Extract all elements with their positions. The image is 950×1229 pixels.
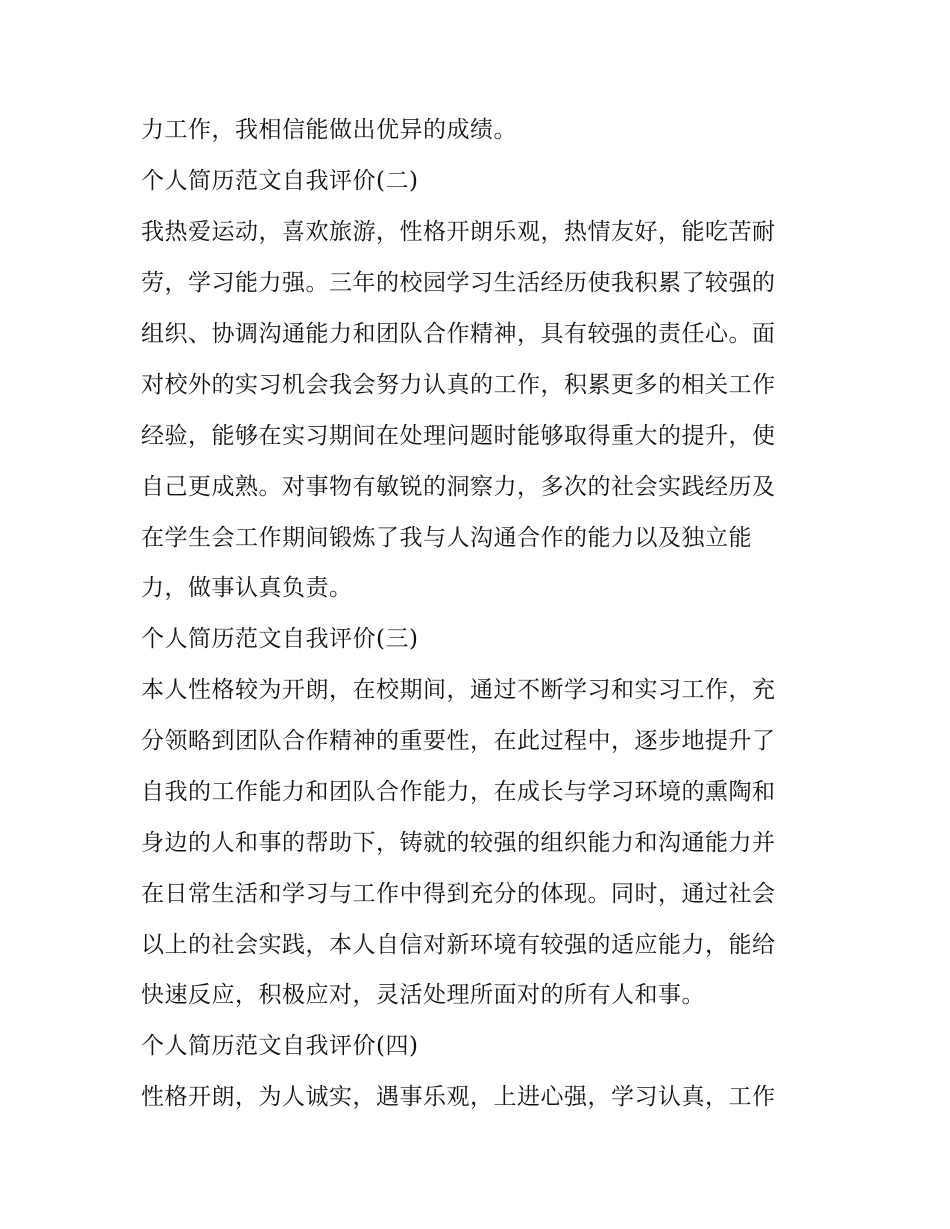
section-heading-4: 个人简历范文自我评价(四) bbox=[141, 1033, 419, 1059]
text-line: 组织、协调沟通能力和团队合作精神，具有较强的责任心。面 bbox=[141, 321, 776, 347]
text-line: 经验，能够在实习期间在处理问题时能够取得重大的提升，使 bbox=[141, 423, 776, 449]
text-line: 劳，学习能力强。三年的校园学习生活经历使我积累了较强的 bbox=[141, 270, 776, 296]
text-line: 在学生会工作期间锻炼了我与人沟通合作的能力以及独立能 bbox=[141, 525, 752, 551]
text-line: 以上的社会实践，本人自信对新环境有较强的适应能力，能给 bbox=[141, 932, 776, 958]
text-line: 力工作，我相信能做出优异的成绩。 bbox=[141, 117, 517, 143]
text-line: 快速反应，积极应对，灵活处理所面对的所有人和事。 bbox=[141, 982, 705, 1008]
text-line: 自我的工作能力和团队合作能力，在成长与学习环境的熏陶和 bbox=[141, 779, 776, 805]
text-line: 性格开朗，为人诚实，遇事乐观，上进心强，学习认真，工作 bbox=[141, 1084, 776, 1110]
section-heading-2: 个人简历范文自我评价(二) bbox=[141, 168, 419, 194]
text-line: 对校外的实习机会我会努力认真的工作，积累更多的相关工作 bbox=[141, 372, 776, 398]
text-line: 身边的人和事的帮助下，铸就的较强的组织能力和沟通能力并 bbox=[141, 830, 776, 856]
text-line: 在日常生活和学习与工作中得到充分的体现。同时，通过社会 bbox=[141, 881, 776, 907]
section-heading-3: 个人简历范文自我评价(三) bbox=[141, 626, 419, 652]
text-line: 分领略到团队合作精神的重要性，在此过程中，逐步地提升了 bbox=[141, 728, 776, 754]
text-line: 自己更成熟。对事物有敏锐的洞察力，多次的社会实践经历及 bbox=[141, 474, 776, 500]
text-line: 我热爱运动，喜欢旅游，性格开朗乐观，热情友好，能吃苦耐 bbox=[141, 219, 776, 245]
text-line: 本人性格较为开朗，在校期间，通过不断学习和实习工作，充 bbox=[141, 677, 776, 703]
text-line: 力，做事认真负责。 bbox=[141, 575, 353, 601]
